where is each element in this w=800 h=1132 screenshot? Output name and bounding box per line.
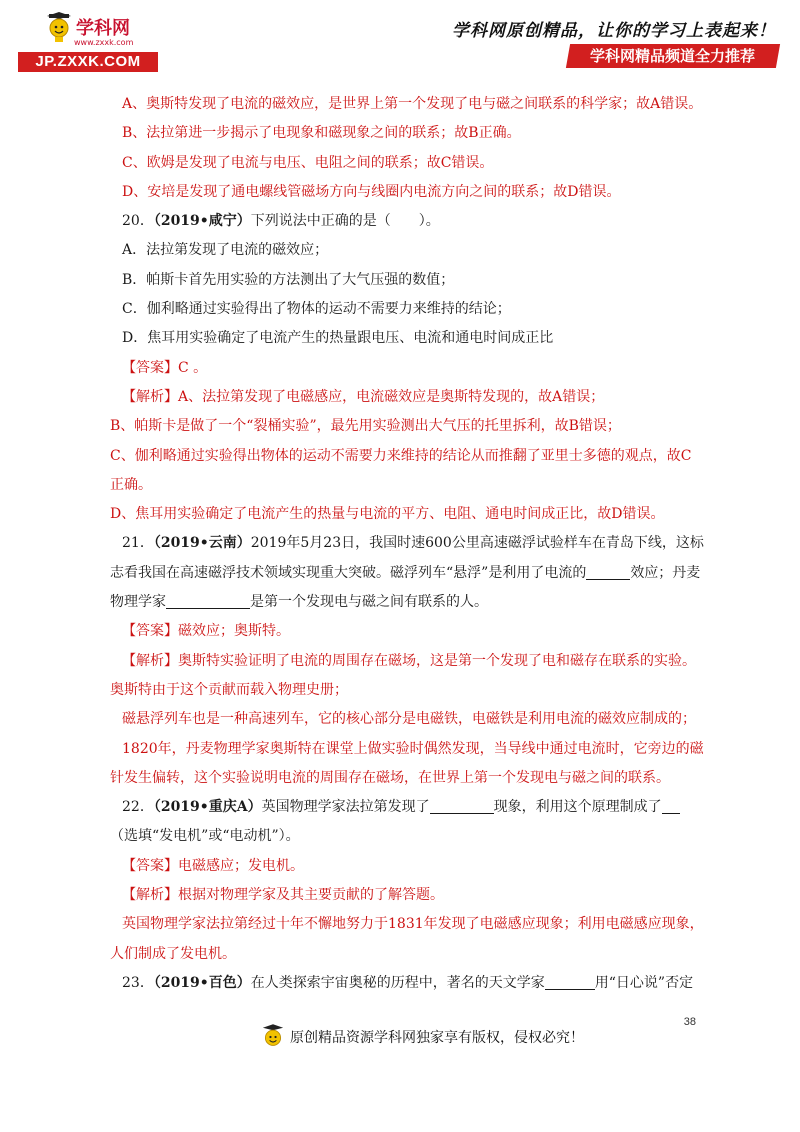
logo-title: 学科网 bbox=[76, 18, 130, 39]
question-22 bbox=[110, 793, 710, 822]
explanation-21-1: 【解析】奥斯特实验证明了电流的周围存在磁场，这是第一个发现了电和磁存在联系的实验。 bbox=[122, 652, 696, 669]
answer-blank bbox=[662, 797, 680, 814]
question-21-line-3 bbox=[110, 588, 710, 617]
line-1: A、奥斯特发现了电流的磁效应，是世界上第一个发现了电与磁之间联系的科学家；故A错误。 bbox=[122, 96, 703, 112]
question-source: （2019•云南） bbox=[153, 535, 251, 552]
option-c: C．伽利略通过实验得出了物体的运动不需要力来维持的结论； bbox=[122, 301, 511, 318]
line-3: C、欧姆是发现了电流与电压、电阻之间的联系；故C错误。 bbox=[122, 154, 494, 171]
question-text: 英国物理学家法拉第发现了 bbox=[261, 799, 430, 816]
explanation-22-3: 人们制成了发电机。 bbox=[110, 945, 236, 962]
copyright-text: 原创精品资源学科网独家享有版权，侵权必究！ bbox=[290, 1030, 584, 1046]
answer-blank bbox=[545, 973, 595, 990]
copyright-note bbox=[262, 1024, 584, 1050]
line-4: D、安培是发现了通电螺线管磁场方向与线圈内电流方向之间的联系；故D错误。 bbox=[122, 183, 621, 200]
question-text: 是第一个发现电与磁之间有联系的人。 bbox=[250, 594, 488, 611]
question-number: 21． bbox=[122, 535, 154, 552]
question-text: 志看我国在高速磁浮技术领域实现重大突破。磁浮列车“悬浮”是利用了电流的 bbox=[110, 564, 587, 581]
logo-subtitle: www.zxxk.com bbox=[74, 38, 134, 47]
question-text: 效应；丹麦 bbox=[630, 564, 701, 581]
explanation-22-2: 英国物理学家法拉第经过十年不懈地努力于1831年发现了电磁感应现象；利用电磁感应现象， bbox=[122, 916, 704, 933]
page-header bbox=[0, 0, 800, 82]
question-source: （2019•重庆A） bbox=[153, 799, 262, 816]
document-body bbox=[110, 90, 710, 998]
channel-banner bbox=[566, 44, 780, 68]
explanation-20-5: D、焦耳用实验确定了电流产生的热量与电流的平方、电阻、通电时间成正比，故D错误。 bbox=[110, 506, 665, 523]
question-21 bbox=[110, 529, 710, 558]
explanation-20-4: 正确。 bbox=[110, 476, 152, 493]
question-number: 23． bbox=[122, 974, 154, 991]
question-text: 物理学家 bbox=[110, 594, 166, 611]
explanation-21-5: 针发生偏转，这个实验说明电流的周围存在磁场，在世界上第一个发现电与磁之间的联系。 bbox=[110, 769, 670, 786]
explanation-21-3: 磁悬浮列车也是一种高速列车，它的核心部分是电磁铁，电磁铁是利用电流的磁效应制成的； bbox=[122, 711, 696, 728]
question-text: 下列说法中正确的是（ ）。 bbox=[250, 213, 440, 230]
slogan: 学科网原创精品，让你的学习上表起来！ bbox=[452, 21, 776, 41]
mascot-icon bbox=[262, 1024, 284, 1050]
question-text: 在人类探索宇宙奥秘的历程中，著名的天文学家 bbox=[250, 974, 545, 991]
answer-22: 【答案】电磁感应；发电机。 bbox=[122, 857, 304, 874]
question-source: （2019•咸宁） bbox=[153, 213, 251, 230]
answer-blank bbox=[586, 563, 630, 580]
question-22-line-2: （选填“发电机”或“电动机”）。 bbox=[110, 828, 300, 845]
question-number: 20． bbox=[122, 213, 154, 230]
question-source: （2019•百色） bbox=[153, 974, 251, 991]
answer-blank bbox=[166, 592, 250, 609]
line-2: B、法拉第进一步揭示了电现象和磁现象之间的联系；故B正确。 bbox=[122, 125, 521, 142]
explanation-20-3: C、伽利略通过实验得出物体的运动不需要力来维持的结论从而推翻了亚里士多德的观点，故C bbox=[110, 447, 692, 464]
channel-text: 学科网精品频道全力推荐 bbox=[590, 47, 756, 65]
explanation-21-4: 1820年，丹麦物理学家奥斯特在课堂上做实验时偶然发现，当导线中通过电流时，它旁边的磁 bbox=[122, 740, 704, 757]
page-footer bbox=[0, 1012, 800, 1062]
zxxk-logo bbox=[18, 12, 168, 74]
answer-21: 【答案】磁效应；奥斯特。 bbox=[122, 623, 290, 640]
logo-url: JP.ZXXK.COM bbox=[18, 52, 158, 72]
option-a: A．法拉第发现了电流的磁效应； bbox=[122, 242, 329, 259]
question-text: 2019年5月23日，我国时速600公里高速磁浮试验样车在青岛下线，这标 bbox=[250, 535, 704, 552]
option-b: B．帕斯卡首先用实验的方法测出了大气压强的数值； bbox=[122, 271, 455, 288]
question-text: 现象，利用这个原理制成了 bbox=[493, 799, 662, 816]
explanation-20-2: B、帕斯卡是做了一个“裂桶实验”，最先用实验测出大气压的托里拆利，故B错误； bbox=[110, 418, 621, 435]
question-20 bbox=[110, 207, 710, 236]
explanation-20-1: 【解析】A、法拉第发现了电磁感应，电流磁效应是奥斯特发现的，故A错误； bbox=[122, 388, 605, 405]
question-text: 用“日心说”否定 bbox=[594, 974, 694, 991]
mascot-icon bbox=[46, 12, 72, 42]
explanation-21-2: 奥斯特由于这个贡献而载入物理史册； bbox=[110, 681, 348, 698]
answer-blank bbox=[430, 797, 494, 814]
answer-20: 【答案】C 。 bbox=[122, 359, 208, 376]
option-d: D．焦耳用实验确定了电流产生的热量跟电压、电流和通电时间成正比 bbox=[122, 330, 554, 347]
explanation-22-1: 【解析】根据对物理学家及其主要贡献的了解答题。 bbox=[122, 887, 444, 904]
page-number: 38 bbox=[683, 1016, 696, 1028]
question-21-line-2 bbox=[110, 559, 710, 588]
question-number: 22． bbox=[122, 799, 154, 816]
question-23 bbox=[110, 969, 710, 998]
